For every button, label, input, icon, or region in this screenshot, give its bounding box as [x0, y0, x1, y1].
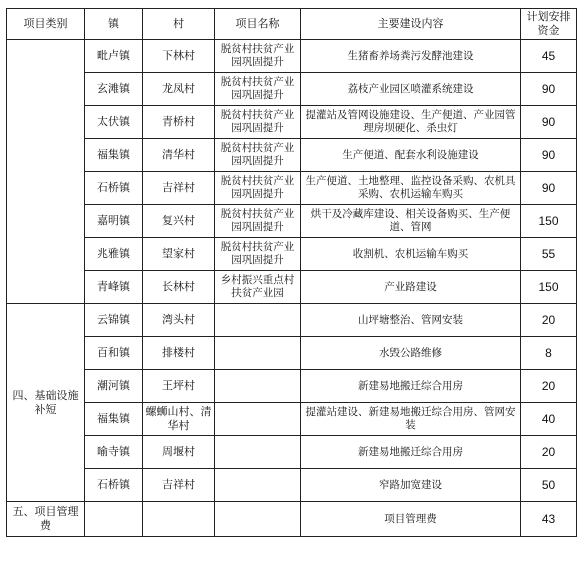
- cell-village: 望家村: [143, 238, 215, 271]
- table-row: [7, 40, 577, 73]
- cell-village: 清华村: [143, 139, 215, 172]
- cell-village: 吉祥村: [143, 469, 215, 502]
- table-row: [7, 436, 577, 469]
- cell-funds: 90: [521, 73, 577, 106]
- table-row: [7, 469, 577, 502]
- cell-village: 吉祥村: [143, 172, 215, 205]
- cell-content: 项目管理费: [301, 502, 521, 537]
- cell-funds: 20: [521, 304, 577, 337]
- table-row: [7, 106, 577, 139]
- header-category: 项目类别: [7, 9, 85, 40]
- cell-town: 毗卢镇: [85, 40, 143, 73]
- cell-content: 新建易地搬迁综合用房: [301, 370, 521, 403]
- cell-town: 福集镇: [85, 403, 143, 436]
- cell-funds: 55: [521, 238, 577, 271]
- cell-town: 玄滩镇: [85, 73, 143, 106]
- cell-content: 生产便道、土地整理、监控设备采购、农机具采购、农机运输车购买: [301, 172, 521, 205]
- cell-funds: 90: [521, 139, 577, 172]
- cell-content: 山坪塘整治、管网安装: [301, 304, 521, 337]
- cell-content: 生产便道、配套水利设施建设: [301, 139, 521, 172]
- cell-village: 螺蛳山村、清华村: [143, 403, 215, 436]
- funding-table: [6, 8, 577, 537]
- table-row: [7, 403, 577, 436]
- cell-project-name: [215, 370, 301, 403]
- cell-town: 青峰镇: [85, 271, 143, 304]
- cell-town: 百和镇: [85, 337, 143, 370]
- cell-content: 产业路建设: [301, 271, 521, 304]
- cell-project-name: 脱贫村扶贫产业园巩固提升: [215, 40, 301, 73]
- cell-town: [85, 502, 143, 537]
- cell-project-name: [215, 502, 301, 537]
- cell-town: 嘉明镇: [85, 205, 143, 238]
- cell-content: 提灌站建设、新建易地搬迁综合用房、管网安装: [301, 403, 521, 436]
- header-row: [7, 9, 577, 40]
- cell-content: 生猪畜养场粪污发酵池建设: [301, 40, 521, 73]
- cell-project-name: [215, 337, 301, 370]
- cell-project-name: 脱贫村扶贫产业园巩固提升: [215, 238, 301, 271]
- cell-funds: 90: [521, 106, 577, 139]
- table-row: [7, 139, 577, 172]
- table-row: [7, 73, 577, 106]
- category-cell-section-c: 五、项目管理费: [7, 502, 85, 537]
- header-village: 村: [143, 9, 215, 40]
- table-row: [7, 271, 577, 304]
- cell-village: 排楼村: [143, 337, 215, 370]
- cell-content: 水毁公路维修: [301, 337, 521, 370]
- cell-village: 长林村: [143, 271, 215, 304]
- cell-project-name: 乡村振兴重点村扶贫产业园: [215, 271, 301, 304]
- cell-content: 收割机、农机运输车购买: [301, 238, 521, 271]
- cell-funds: 43: [521, 502, 577, 537]
- cell-village: 湾头村: [143, 304, 215, 337]
- header-content: 主要建设内容: [301, 9, 521, 40]
- cell-village: 龙凤村: [143, 73, 215, 106]
- cell-content: 新建易地搬迁综合用房: [301, 436, 521, 469]
- cell-funds: 150: [521, 271, 577, 304]
- cell-funds: 150: [521, 205, 577, 238]
- cell-content: 烘干及冷藏库建设、相关设备购买、生产便道、管网: [301, 205, 521, 238]
- cell-village: 下林村: [143, 40, 215, 73]
- cell-town: 石桥镇: [85, 469, 143, 502]
- category-cell-section-a: [7, 40, 85, 304]
- cell-town: 云锦镇: [85, 304, 143, 337]
- cell-funds: 45: [521, 40, 577, 73]
- table-row: [7, 238, 577, 271]
- cell-project-name: [215, 304, 301, 337]
- cell-funds: 90: [521, 172, 577, 205]
- header-town: 镇: [85, 9, 143, 40]
- table-row: [7, 502, 577, 537]
- cell-village: 复兴村: [143, 205, 215, 238]
- cell-town: 喻寺镇: [85, 436, 143, 469]
- cell-project-name: [215, 403, 301, 436]
- cell-content: 荔枝产业园区喷灌系统建设: [301, 73, 521, 106]
- cell-content: 窄路加宽建设: [301, 469, 521, 502]
- cell-town: 太伏镇: [85, 106, 143, 139]
- cell-funds: 20: [521, 370, 577, 403]
- table-body: [7, 40, 577, 537]
- cell-content: 提灌站及管网设施建设、生产便道、产业园管理房坝硬化、杀虫灯: [301, 106, 521, 139]
- cell-project-name: 脱贫村扶贫产业园巩固提升: [215, 106, 301, 139]
- table-row: [7, 205, 577, 238]
- cell-project-name: 脱贫村扶贫产业园巩固提升: [215, 139, 301, 172]
- cell-project-name: [215, 436, 301, 469]
- table-row: [7, 304, 577, 337]
- category-cell-section-b: 四、基础设施补短: [7, 304, 85, 502]
- cell-town: 石桥镇: [85, 172, 143, 205]
- cell-village: 周堰村: [143, 436, 215, 469]
- table-row: [7, 172, 577, 205]
- cell-project-name: [215, 469, 301, 502]
- cell-village: 王坪村: [143, 370, 215, 403]
- cell-village: 青桥村: [143, 106, 215, 139]
- cell-project-name: 脱贫村扶贫产业园巩固提升: [215, 73, 301, 106]
- cell-town: 福集镇: [85, 139, 143, 172]
- cell-funds: 50: [521, 469, 577, 502]
- table-row: [7, 337, 577, 370]
- cell-village: [143, 502, 215, 537]
- cell-funds: 40: [521, 403, 577, 436]
- funding-table-document: [6, 8, 576, 537]
- cell-town: 兆雅镇: [85, 238, 143, 271]
- header-funds: 计划安排资金: [521, 9, 577, 40]
- header-project-name: 项目名称: [215, 9, 301, 40]
- cell-town: 潮河镇: [85, 370, 143, 403]
- table-row: [7, 370, 577, 403]
- cell-funds: 20: [521, 436, 577, 469]
- cell-funds: 8: [521, 337, 577, 370]
- cell-project-name: 脱贫村扶贫产业园巩固提升: [215, 205, 301, 238]
- cell-project-name: 脱贫村扶贫产业园巩固提升: [215, 172, 301, 205]
